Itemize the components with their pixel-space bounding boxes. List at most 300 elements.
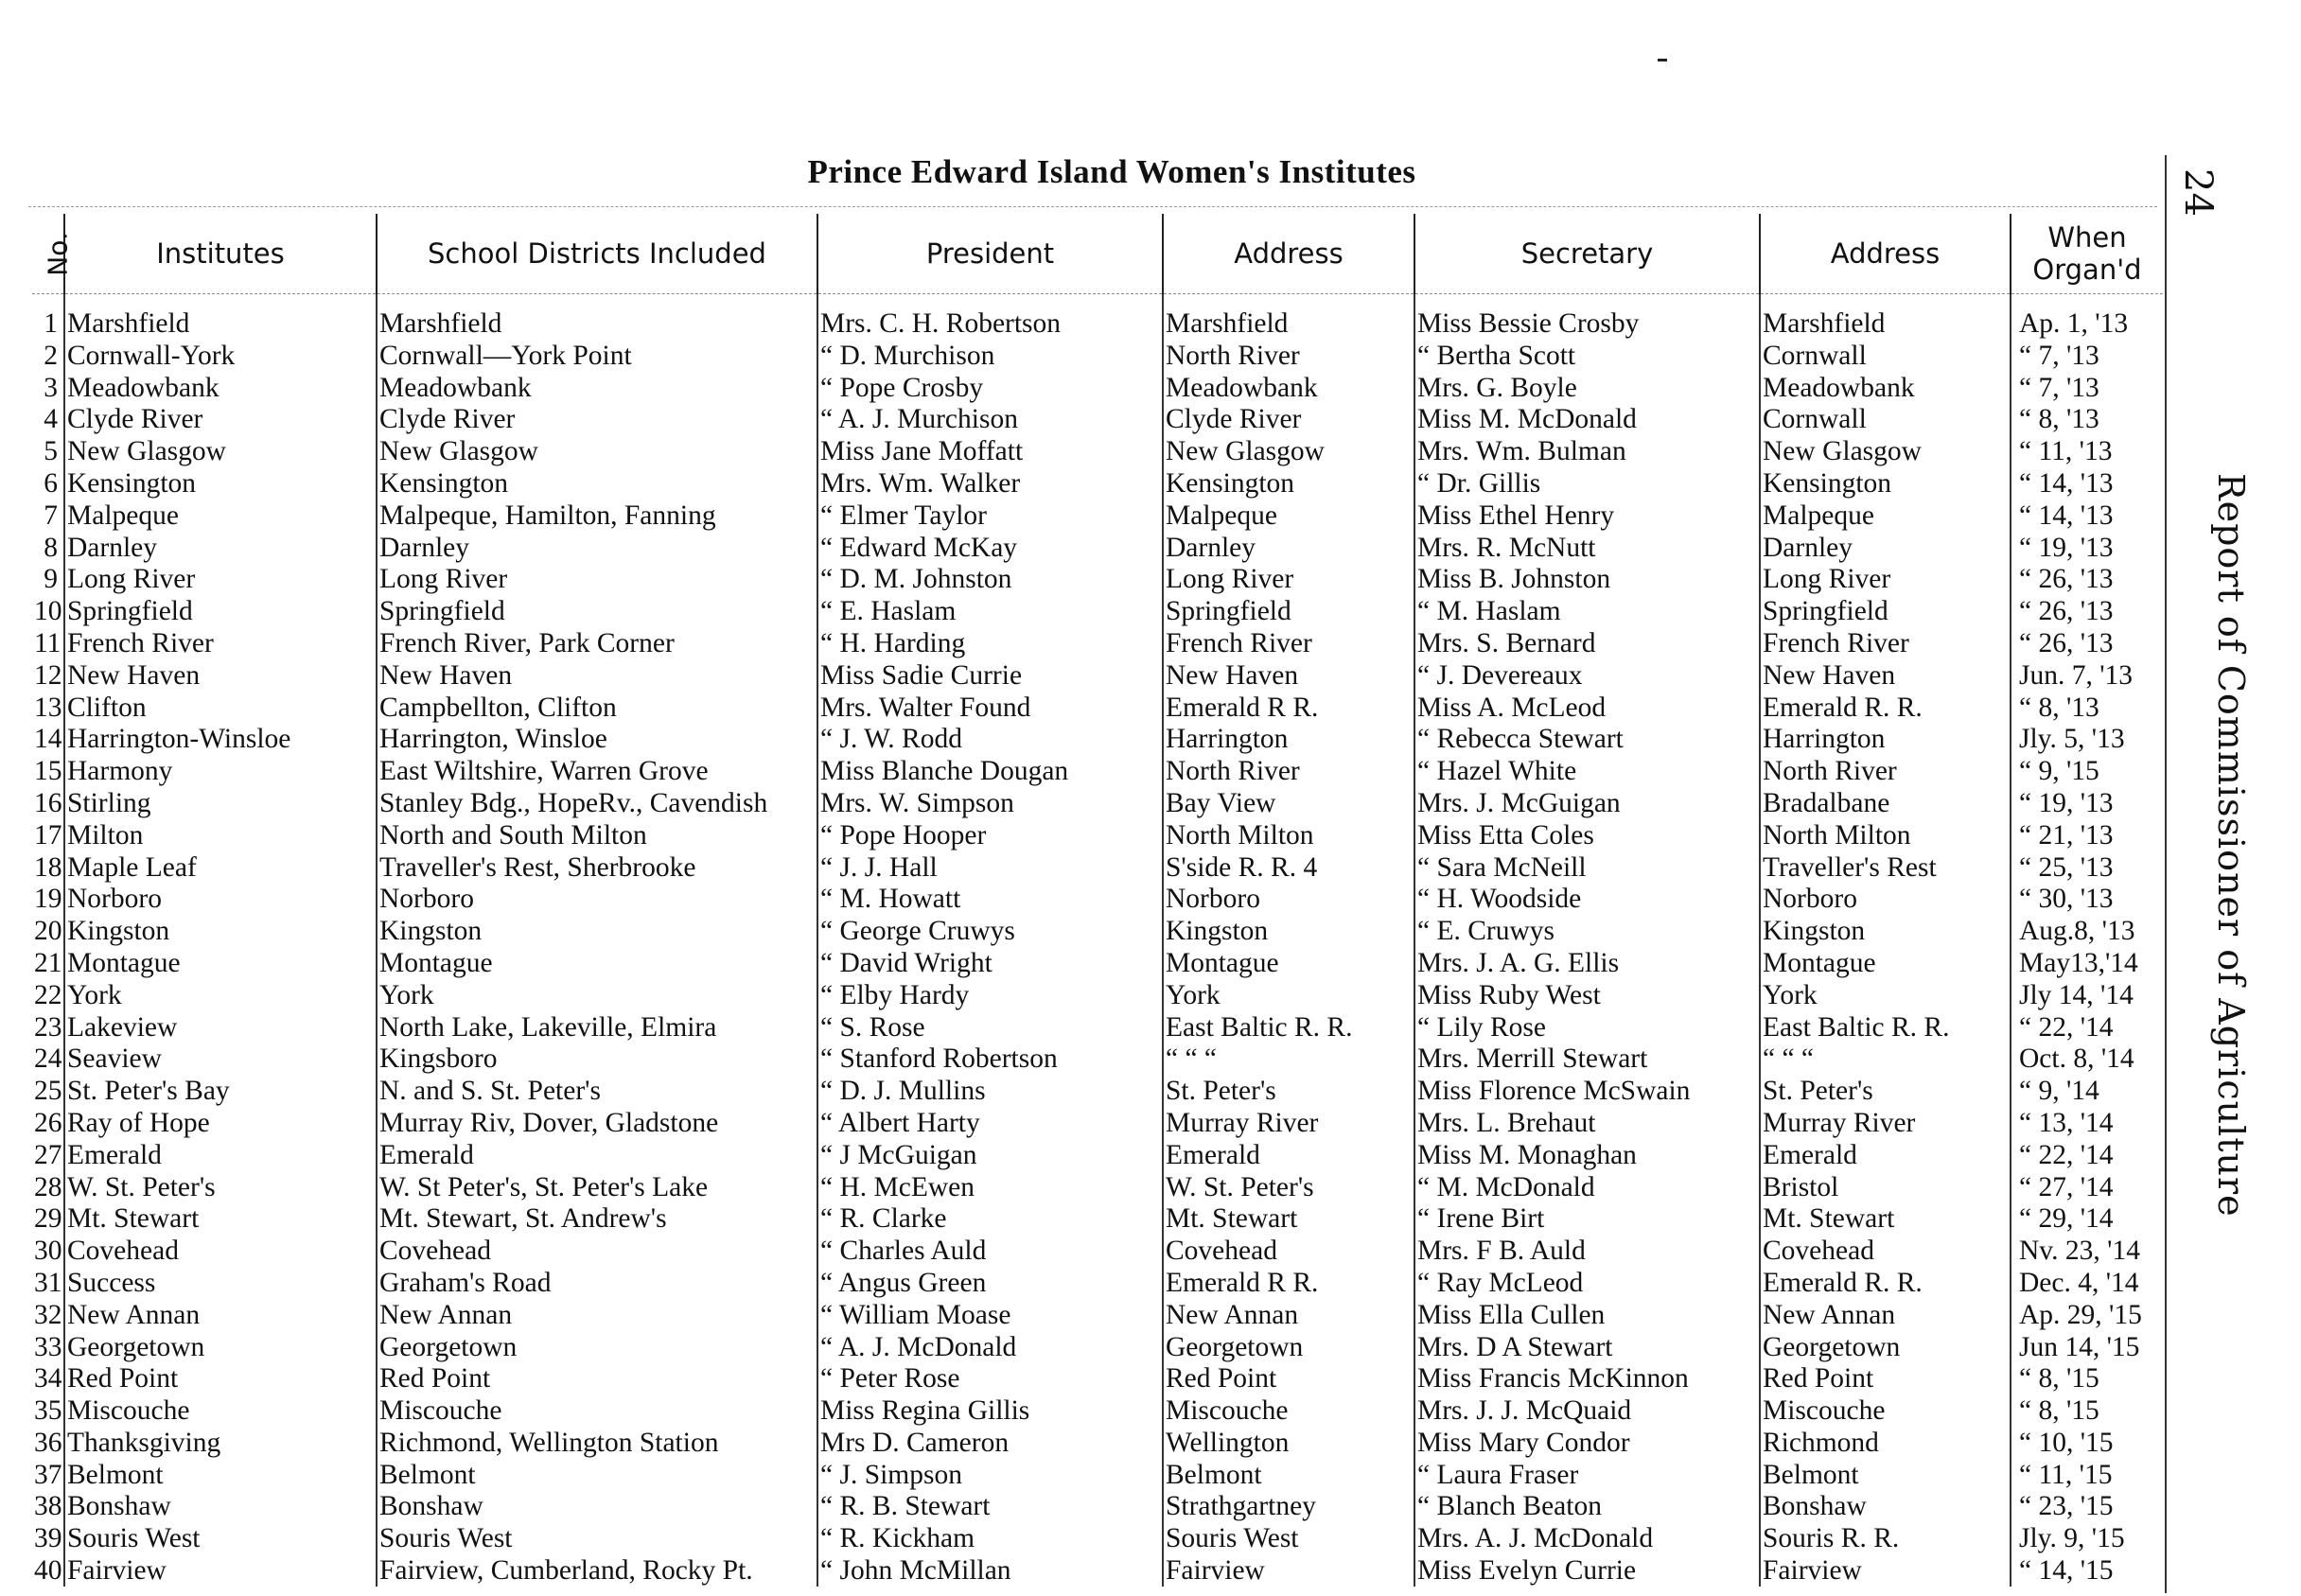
institute-name: Darnley [64,532,377,564]
row-number: 31 [34,1267,62,1298]
secretary-address: Bristol [1760,1171,2011,1203]
secretary-address: Darnley [1760,532,2011,564]
school-districts: Traveller's Rest, Sherbrooke [377,851,817,884]
institutes-table [32,214,2163,1587]
president-address: Strathgartney [1163,1491,1414,1523]
row-number: 39 [34,1523,62,1554]
table-row [32,340,2163,372]
secretary-name: “ M. McDonald [1414,1171,1760,1203]
secretary-address: French River [1760,627,2011,659]
institute-name: French River [64,627,377,659]
row-number: 11 [34,627,61,658]
table-row [32,1554,2163,1587]
row-number: 36 [34,1427,62,1458]
date-organized: “ 26, '13 [2011,627,2163,659]
institute-name: Milton [64,819,377,851]
president-address: “ “ “ [1163,1044,1414,1076]
school-districts: N. and S. St. Peter's [377,1075,817,1107]
secretary-name: “ Irene Birt [1414,1203,1760,1236]
date-organized: “ 27, '14 [2011,1171,2163,1203]
row-number: 35 [34,1395,62,1427]
table-row [32,532,2163,564]
school-districts: North and South Milton [377,819,817,851]
president-address: Emerald [1163,1139,1414,1171]
secretary-address: Belmont [1760,1459,2011,1491]
secretary-address: Mt. Stewart [1760,1203,2011,1236]
president-address: Springfield [1163,595,1414,627]
president-address: North River [1163,340,1414,372]
row-number: 2 [44,340,58,371]
secretary-name: Mrs. G. Boyle [1414,372,1760,404]
row-number: 34 [34,1363,62,1394]
president-address: Emerald R R. [1163,1267,1414,1299]
table-row [32,979,2163,1011]
table-row [32,1171,2163,1203]
date-organized: Dec. 4, '14 [2011,1267,2163,1299]
date-organized: Aug.8, '13 [2011,915,2163,947]
secretary-name: Mrs. A. J. McDonald [1414,1522,1760,1554]
row-number: 3 [44,372,58,403]
school-districts: Clyde River [377,404,817,436]
row-number: 38 [34,1491,62,1522]
school-districts: Murray Riv, Dover, Gladstone [377,1107,817,1139]
page-title: Prince Edward Island Women's Institutes [807,153,1416,190]
institute-name: Mt. Stewart [64,1203,377,1236]
secretary-name: “ Ray McLeod [1414,1267,1760,1299]
secretary-address: Red Point [1760,1363,2011,1395]
row-number: 24 [34,1044,62,1075]
institute-name: Souris West [64,1522,377,1554]
president-name: “ J McGuigan [817,1139,1163,1171]
table-row [32,1491,2163,1523]
table-row [32,947,2163,979]
table-row [32,692,2163,724]
president-name: “ D. M. Johnston [817,564,1163,596]
date-organized: “ 7, '13 [2011,340,2163,372]
school-districts: Kensington [377,467,817,500]
institute-name: Marshfield [64,294,377,341]
running-title: Report of Commissioner of Agriculture [2210,473,2252,1218]
date-organized: “ 25, '13 [2011,851,2163,884]
row-number: 22 [34,979,62,1010]
secretary-name: Miss M. Monaghan [1414,1139,1760,1171]
school-districts: Graham's Road [377,1267,817,1299]
header-institutes: Institutes [64,214,377,294]
secretary-name: Mrs. J. A. G. Ellis [1414,947,1760,979]
secretary-address: Richmond [1760,1427,2011,1459]
school-districts: York [377,979,817,1011]
header-districts: School Districts Included [377,214,817,294]
president-name: “ John McMillan [817,1554,1163,1587]
school-districts: Emerald [377,1139,817,1171]
school-districts: North Lake, Lakeville, Elmira [377,1011,817,1044]
date-organized: “ 26, '13 [2011,595,2163,627]
secretary-name: Mrs. Wm. Bulman [1414,435,1760,467]
institute-name: Clifton [64,692,377,724]
secretary-address: North Milton [1760,819,2011,851]
secretary-name: Miss Francis McKinnon [1414,1363,1760,1395]
date-organized: Nv. 23, '14 [2011,1235,2163,1267]
secretary-address: Georgetown [1760,1331,2011,1363]
president-name: “ R. Kickham [817,1522,1163,1554]
secretary-name: Miss M. McDonald [1414,404,1760,436]
table-row [32,1267,2163,1299]
date-organized: Oct. 8, '14 [2011,1044,2163,1076]
table-row [32,595,2163,627]
date-organized: “ 14, '15 [2011,1554,2163,1587]
president-address: East Baltic R. R. [1163,1011,1414,1044]
table-row [32,915,2163,947]
secretary-name: Miss Mary Condor [1414,1427,1760,1459]
table-row [32,1363,2163,1395]
row-number: 16 [34,787,62,818]
date-organized: “ 22, '14 [2011,1139,2163,1171]
secretary-name: Mrs. R. McNutt [1414,532,1760,564]
secretary-address: Marshfield [1760,294,2011,341]
secretary-name: Miss Florence McSwain [1414,1075,1760,1107]
institute-name: St. Peter's Bay [64,1075,377,1107]
secretary-address: Springfield [1760,595,2011,627]
row-number: 23 [34,1011,62,1043]
president-name: “ David Wright [817,947,1163,979]
row-number: 30 [34,1236,62,1267]
table-row [32,1139,2163,1171]
date-organized: “ 26, '13 [2011,564,2163,596]
president-name: “ R. B. Stewart [817,1491,1163,1523]
president-name: Miss Jane Moffatt [817,435,1163,467]
president-address: New Glasgow [1163,435,1414,467]
table-row [32,564,2163,596]
institute-name: Long River [64,564,377,596]
president-name: “ J. W. Rodd [817,724,1163,756]
secretary-address: Emerald [1760,1139,2011,1171]
table-row [32,1522,2163,1554]
secretary-name: Mrs. S. Bernard [1414,627,1760,659]
president-name: Mrs. Wm. Walker [817,467,1163,500]
institute-name: Success [64,1267,377,1299]
table-row [32,372,2163,404]
school-districts: Meadowbank [377,372,817,404]
president-name: “ George Cruwys [817,915,1163,947]
secretary-name: “ Lily Rose [1414,1011,1760,1044]
institute-name: Georgetown [64,1331,377,1363]
institute-name: Red Point [64,1363,377,1395]
row-number: 9 [44,564,58,595]
institute-name: Springfield [64,595,377,627]
secretary-address: Fairview [1760,1554,2011,1587]
institute-name: Lakeview [64,1011,377,1044]
margin-rule [2165,155,2167,1593]
school-districts: Souris West [377,1522,817,1554]
header-president: President [817,214,1163,294]
president-name: Mrs. C. H. Robertson [817,294,1163,341]
president-name: Miss Sadie Currie [817,659,1163,692]
president-address: Souris West [1163,1522,1414,1554]
secretary-address: Emerald R. R. [1760,692,2011,724]
row-number: 37 [34,1459,62,1490]
school-districts: Richmond, Wellington Station [377,1427,817,1459]
school-districts: New Glasgow [377,435,817,467]
secretary-address: North River [1760,755,2011,787]
secretary-address: Norboro [1760,884,2011,916]
institute-name: Maple Leaf [64,851,377,884]
president-address: Belmont [1163,1459,1414,1491]
institute-name: Covehead [64,1235,377,1267]
header-row [32,214,2163,294]
institute-name: Malpeque [64,500,377,532]
secretary-name: Miss Evelyn Currie [1414,1554,1760,1587]
president-name: “ Pope Hooper [817,819,1163,851]
president-name: “ A. J. Murchison [817,404,1163,436]
date-organized: “ 9, '14 [2011,1075,2163,1107]
secretary-name: Miss Bessie Crosby [1414,294,1760,341]
row-number: 29 [34,1203,62,1235]
president-name: Mrs. W. Simpson [817,787,1163,819]
table-row [32,1107,2163,1139]
secretary-address: Bonshaw [1760,1491,2011,1523]
row-number: 14 [34,724,62,755]
president-name: Mrs. Walter Found [817,692,1163,724]
president-address: Georgetown [1163,1331,1414,1363]
secretary-name: “ Laura Fraser [1414,1459,1760,1491]
president-name: “ Elby Hardy [817,979,1163,1011]
table-row [32,659,2163,692]
school-districts: Stanley Bdg., HopeRv., Cavendish [377,787,817,819]
date-organized: Jly. 5, '13 [2011,724,2163,756]
header-president-address: Address [1163,214,1414,294]
date-organized: “ 30, '13 [2011,884,2163,916]
institute-name: Miscouche [64,1394,377,1427]
institute-name: Cornwall-York [64,340,377,372]
date-organized: “ 10, '15 [2011,1427,2163,1459]
date-organized: “ 19, '13 [2011,787,2163,819]
secretary-address: Montague [1760,947,2011,979]
president-address: S'side R. R. 4 [1163,851,1414,884]
president-address: Kingston [1163,915,1414,947]
header-secretary: Secretary [1414,214,1760,294]
secretary-name: “ Rebecca Stewart [1414,724,1760,756]
table-row [32,500,2163,532]
school-districts: Harrington, Winsloe [377,724,817,756]
president-address: Covehead [1163,1235,1414,1267]
president-name: “ J. Simpson [817,1459,1163,1491]
secretary-name: “ E. Cruwys [1414,915,1760,947]
president-name: Miss Regina Gillis [817,1394,1163,1427]
secretary-address: Cornwall [1760,404,2011,436]
table-row [32,1394,2163,1427]
date-organized: Jly. 9, '15 [2011,1522,2163,1554]
school-districts: Miscouche [377,1394,817,1427]
table-row [32,1427,2163,1459]
president-address: Darnley [1163,532,1414,564]
ink-mark [1658,59,1667,61]
institute-name: Ray of Hope [64,1107,377,1139]
table-row [32,467,2163,500]
school-districts: Mt. Stewart, St. Andrew's [377,1203,817,1236]
school-districts: Belmont [377,1459,817,1491]
header-secretary-address: Address [1760,214,2011,294]
secretary-name: Miss A. McLeod [1414,692,1760,724]
institute-name: Emerald [64,1139,377,1171]
secretary-name: “ Blanch Beaton [1414,1491,1760,1523]
school-districts: French River, Park Corner [377,627,817,659]
president-name: “ E. Haslam [817,595,1163,627]
secretary-address: Souris R. R. [1760,1522,2011,1554]
table-row [32,787,2163,819]
secretary-name: “ Sara McNeill [1414,851,1760,884]
president-name: “ A. J. McDonald [817,1331,1163,1363]
secretary-address: Kensington [1760,467,2011,500]
school-districts: New Annan [377,1299,817,1331]
date-organized: Ap. 1, '13 [2011,294,2163,341]
table-row [32,755,2163,787]
table-row [32,435,2163,467]
date-organized: Jun 14, '15 [2011,1331,2163,1363]
school-districts: Long River [377,564,817,596]
secretary-address: Malpeque [1760,500,2011,532]
president-address: Meadowbank [1163,372,1414,404]
header-rule [28,206,2157,207]
president-address: Clyde River [1163,404,1414,436]
school-districts: Fairview, Cumberland, Rocky Pt. [377,1554,817,1587]
president-address: New Haven [1163,659,1414,692]
table-row [32,627,2163,659]
secretary-address: York [1760,979,2011,1011]
institute-name: Clyde River [64,404,377,436]
president-address: Montague [1163,947,1414,979]
secretary-name: Miss B. Johnston [1414,564,1760,596]
president-name: “ William Moase [817,1299,1163,1331]
school-districts: Springfield [377,595,817,627]
date-organized: “ 19, '13 [2011,532,2163,564]
date-organized: “ 11, '15 [2011,1459,2163,1491]
secretary-address: “ “ “ [1760,1044,2011,1076]
row-number: 33 [34,1331,62,1362]
table-row [32,1203,2163,1236]
president-address: Miscouche [1163,1394,1414,1427]
institute-name: Kingston [64,915,377,947]
row-number: 25 [34,1076,62,1107]
date-organized: “ 13, '14 [2011,1107,2163,1139]
president-address: North River [1163,755,1414,787]
school-districts: Kingsboro [377,1044,817,1076]
row-number: 1 [44,308,58,339]
president-address: York [1163,979,1414,1011]
president-address: Red Point [1163,1363,1414,1395]
school-districts: Darnley [377,532,817,564]
secretary-name: Mrs. D A Stewart [1414,1331,1760,1363]
secretary-name: Miss Ruby West [1414,979,1760,1011]
institute-name: Belmont [64,1459,377,1491]
institute-name: Meadowbank [64,372,377,404]
president-name: “ Angus Green [817,1267,1163,1299]
secretary-address: Bradalbane [1760,787,2011,819]
secretary-name: “ M. Haslam [1414,595,1760,627]
secretary-name: Miss Etta Coles [1414,819,1760,851]
secretary-name: Mrs. J. McGuigan [1414,787,1760,819]
institute-name: Harmony [64,755,377,787]
row-number: 13 [34,692,62,723]
secretary-address: Kingston [1760,915,2011,947]
secretary-address: Meadowbank [1760,372,2011,404]
president-name: “ D. J. Mullins [817,1075,1163,1107]
president-address: W. St. Peter's [1163,1171,1414,1203]
row-number: 26 [34,1107,62,1138]
header-no: No. [32,214,64,294]
row-number: 15 [34,756,62,787]
school-districts: East Wiltshire, Warren Grove [377,755,817,787]
secretary-name: Mrs. J. J. McQuaid [1414,1394,1760,1427]
row-number: 12 [34,659,62,691]
president-name: “ Stanford Robertson [817,1044,1163,1076]
secretary-address: Covehead [1760,1235,2011,1267]
date-organized: Jly 14, '14 [2011,979,2163,1011]
school-districts: Campbellton, Clifton [377,692,817,724]
date-organized: “ 21, '13 [2011,819,2163,851]
row-number: 27 [34,1139,62,1170]
row-number: 8 [44,532,58,563]
date-organized: “ 11, '13 [2011,435,2163,467]
institute-name: New Glasgow [64,435,377,467]
table-row [32,404,2163,436]
secretary-name: Miss Ethel Henry [1414,500,1760,532]
president-name: Mrs D. Cameron [817,1427,1163,1459]
president-address: Harrington [1163,724,1414,756]
president-name: “ Edward McKay [817,532,1163,564]
secretary-address: Emerald R. R. [1760,1267,2011,1299]
secretary-address: Harrington [1760,724,2011,756]
president-address: Fairview [1163,1554,1414,1587]
date-organized: “ 8, '13 [2011,404,2163,436]
date-organized: Ap. 29, '15 [2011,1299,2163,1331]
date-organized: May13,'14 [2011,947,2163,979]
president-address: St. Peter's [1163,1075,1414,1107]
table-row [32,1299,2163,1331]
secretary-address: Cornwall [1760,340,2011,372]
president-name: Miss Blanche Dougan [817,755,1163,787]
date-organized: “ 14, '13 [2011,467,2163,500]
table-row [32,724,2163,756]
secretary-address: New Haven [1760,659,2011,692]
school-districts: Kingston [377,915,817,947]
president-name: “ D. Murchison [817,340,1163,372]
school-districts: Georgetown [377,1331,817,1363]
institute-name: York [64,979,377,1011]
row-number: 7 [44,500,58,531]
school-districts: W. St Peter's, St. Peter's Lake [377,1171,817,1203]
secretary-address: New Glasgow [1760,435,2011,467]
president-address: Mt. Stewart [1163,1203,1414,1236]
institute-name: Fairview [64,1554,377,1587]
school-districts: Bonshaw [377,1491,817,1523]
president-address: New Annan [1163,1299,1414,1331]
president-address: Long River [1163,564,1414,596]
table-row [32,1044,2163,1076]
school-districts: New Haven [377,659,817,692]
date-organized: “ 7, '13 [2011,372,2163,404]
table-row [32,884,2163,916]
president-address: Marshfield [1163,294,1414,341]
secretary-address: East Baltic R. R. [1760,1011,2011,1044]
secretary-name: “ H. Woodside [1414,884,1760,916]
institute-name: Seaview [64,1044,377,1076]
institute-name: New Haven [64,659,377,692]
secretary-address: St. Peter's [1760,1075,2011,1107]
secretary-address: Miscouche [1760,1394,2011,1427]
header-when-organized: When Organ'd [2011,214,2163,294]
school-districts: Montague [377,947,817,979]
president-name: “ J. J. Hall [817,851,1163,884]
